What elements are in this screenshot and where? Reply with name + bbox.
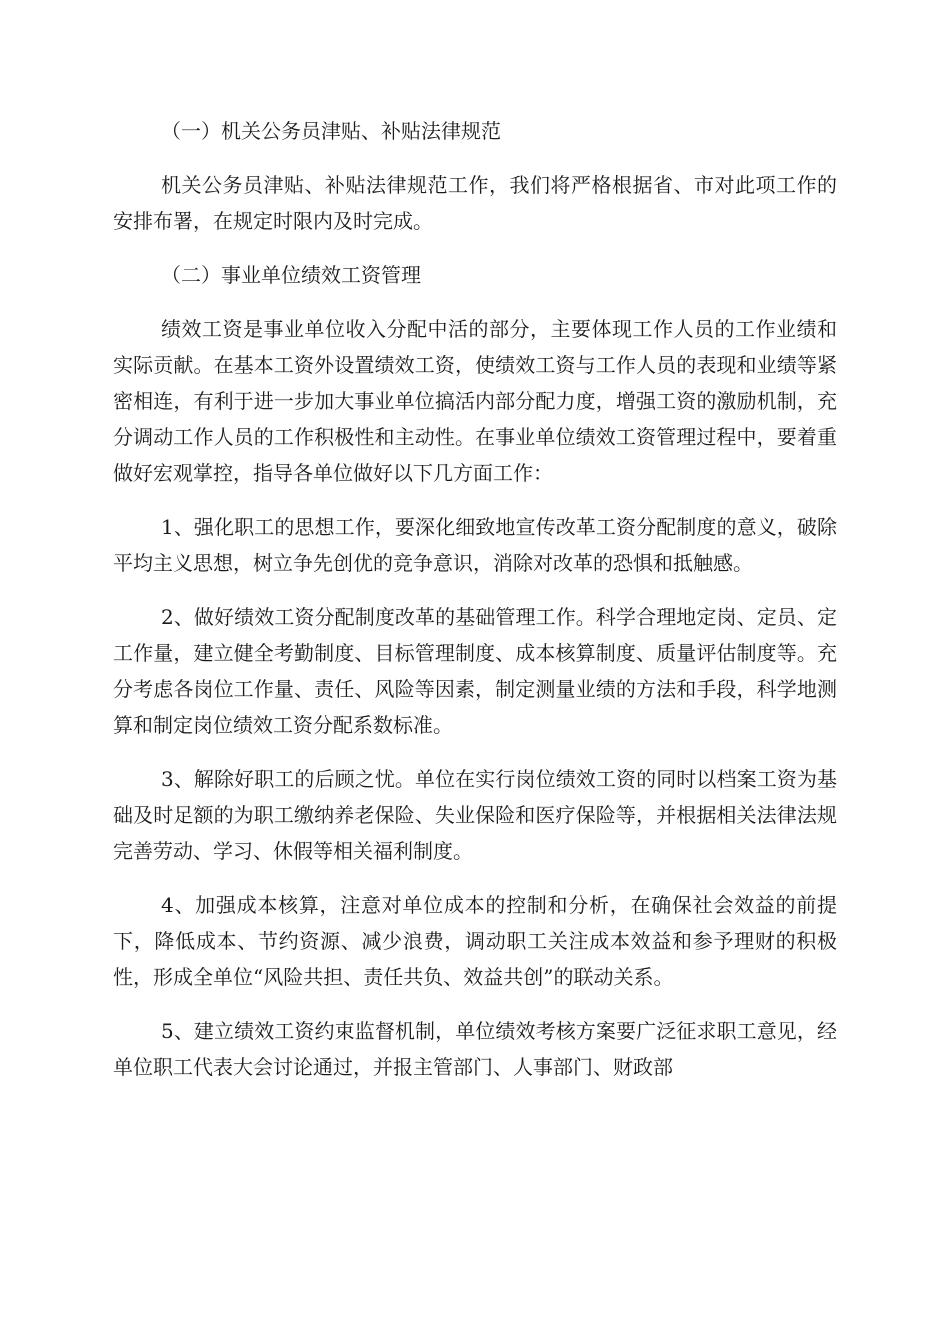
section-heading-1: （一）机关公务员津贴、补贴法律规范 [161,119,501,143]
paragraph: 机关公务员津贴、补贴法律规范工作，我们将严格根据省、市对此项工作的安排布署，在规定时限内及时完成。 [113,173,837,233]
paragraph: 绩效工资是事业单位收入分配中活的部分，主要体现工作人员的工作业绩和实际贡献。在基本工资外设置绩效工资，使绩效工资与工作人员的表现和业绩等紧密相连，有利于进一步加大事业单位搞活内部分配力度，增强工资的激励机制，充分调动工作人员的工作积极性和主动性。在事业单位绩效工资管理过程中，要着重做好宏观掌控，指导各单位做好以下几方面工作： [113,317,837,485]
document-body [113,113,837,1103]
list-item: 1、强化职工的思想工作，要深化细致地宣传改革工资分配制度的意义，破除平均主义思想，树立争先创优的竞争意识，消除对改革的恐惧和抵触感。 [113,515,837,575]
list-item: 4、加强成本核算，注意对单位成本的控制和分析，在确保社会效益的前提下，降低成本、节约资源、减少浪费，调动职工关注成本效益和参予理财的积极性，形成全单位“风险共担、责任共负、效益共创”的联动关系。 [113,893,837,989]
list-item: 3、解除好职工的后顾之忧。单位在实行岗位绩效工资的同时以档案工资为基础及时足额的为职工缴纳养老保险、失业保险和医疗保险等，并根据相关法律法规完善劳动、学习、休假等相关福利制度。 [113,767,837,863]
list-item: 2、做好绩效工资分配制度改革的基础管理工作。科学合理地定岗、定员、定工作量，建立健全考勤制度、目标管理制度、成本核算制度、质量评估制度等。充分考虑各岗位工作量、责任、风险等因素，制定测量业绩的方法和手段，科学地测算和制定岗位绩效工资分配系数标准。 [113,605,837,737]
list-item: 5、建立绩效工资约束监督机制，单位绩效考核方案要广泛征求职工意见，经单位职工代表大会讨论通过，并报主管部门、人事部门、财政部 [113,1019,837,1079]
section-heading-2: （二）事业单位绩效工资管理 [161,263,421,287]
